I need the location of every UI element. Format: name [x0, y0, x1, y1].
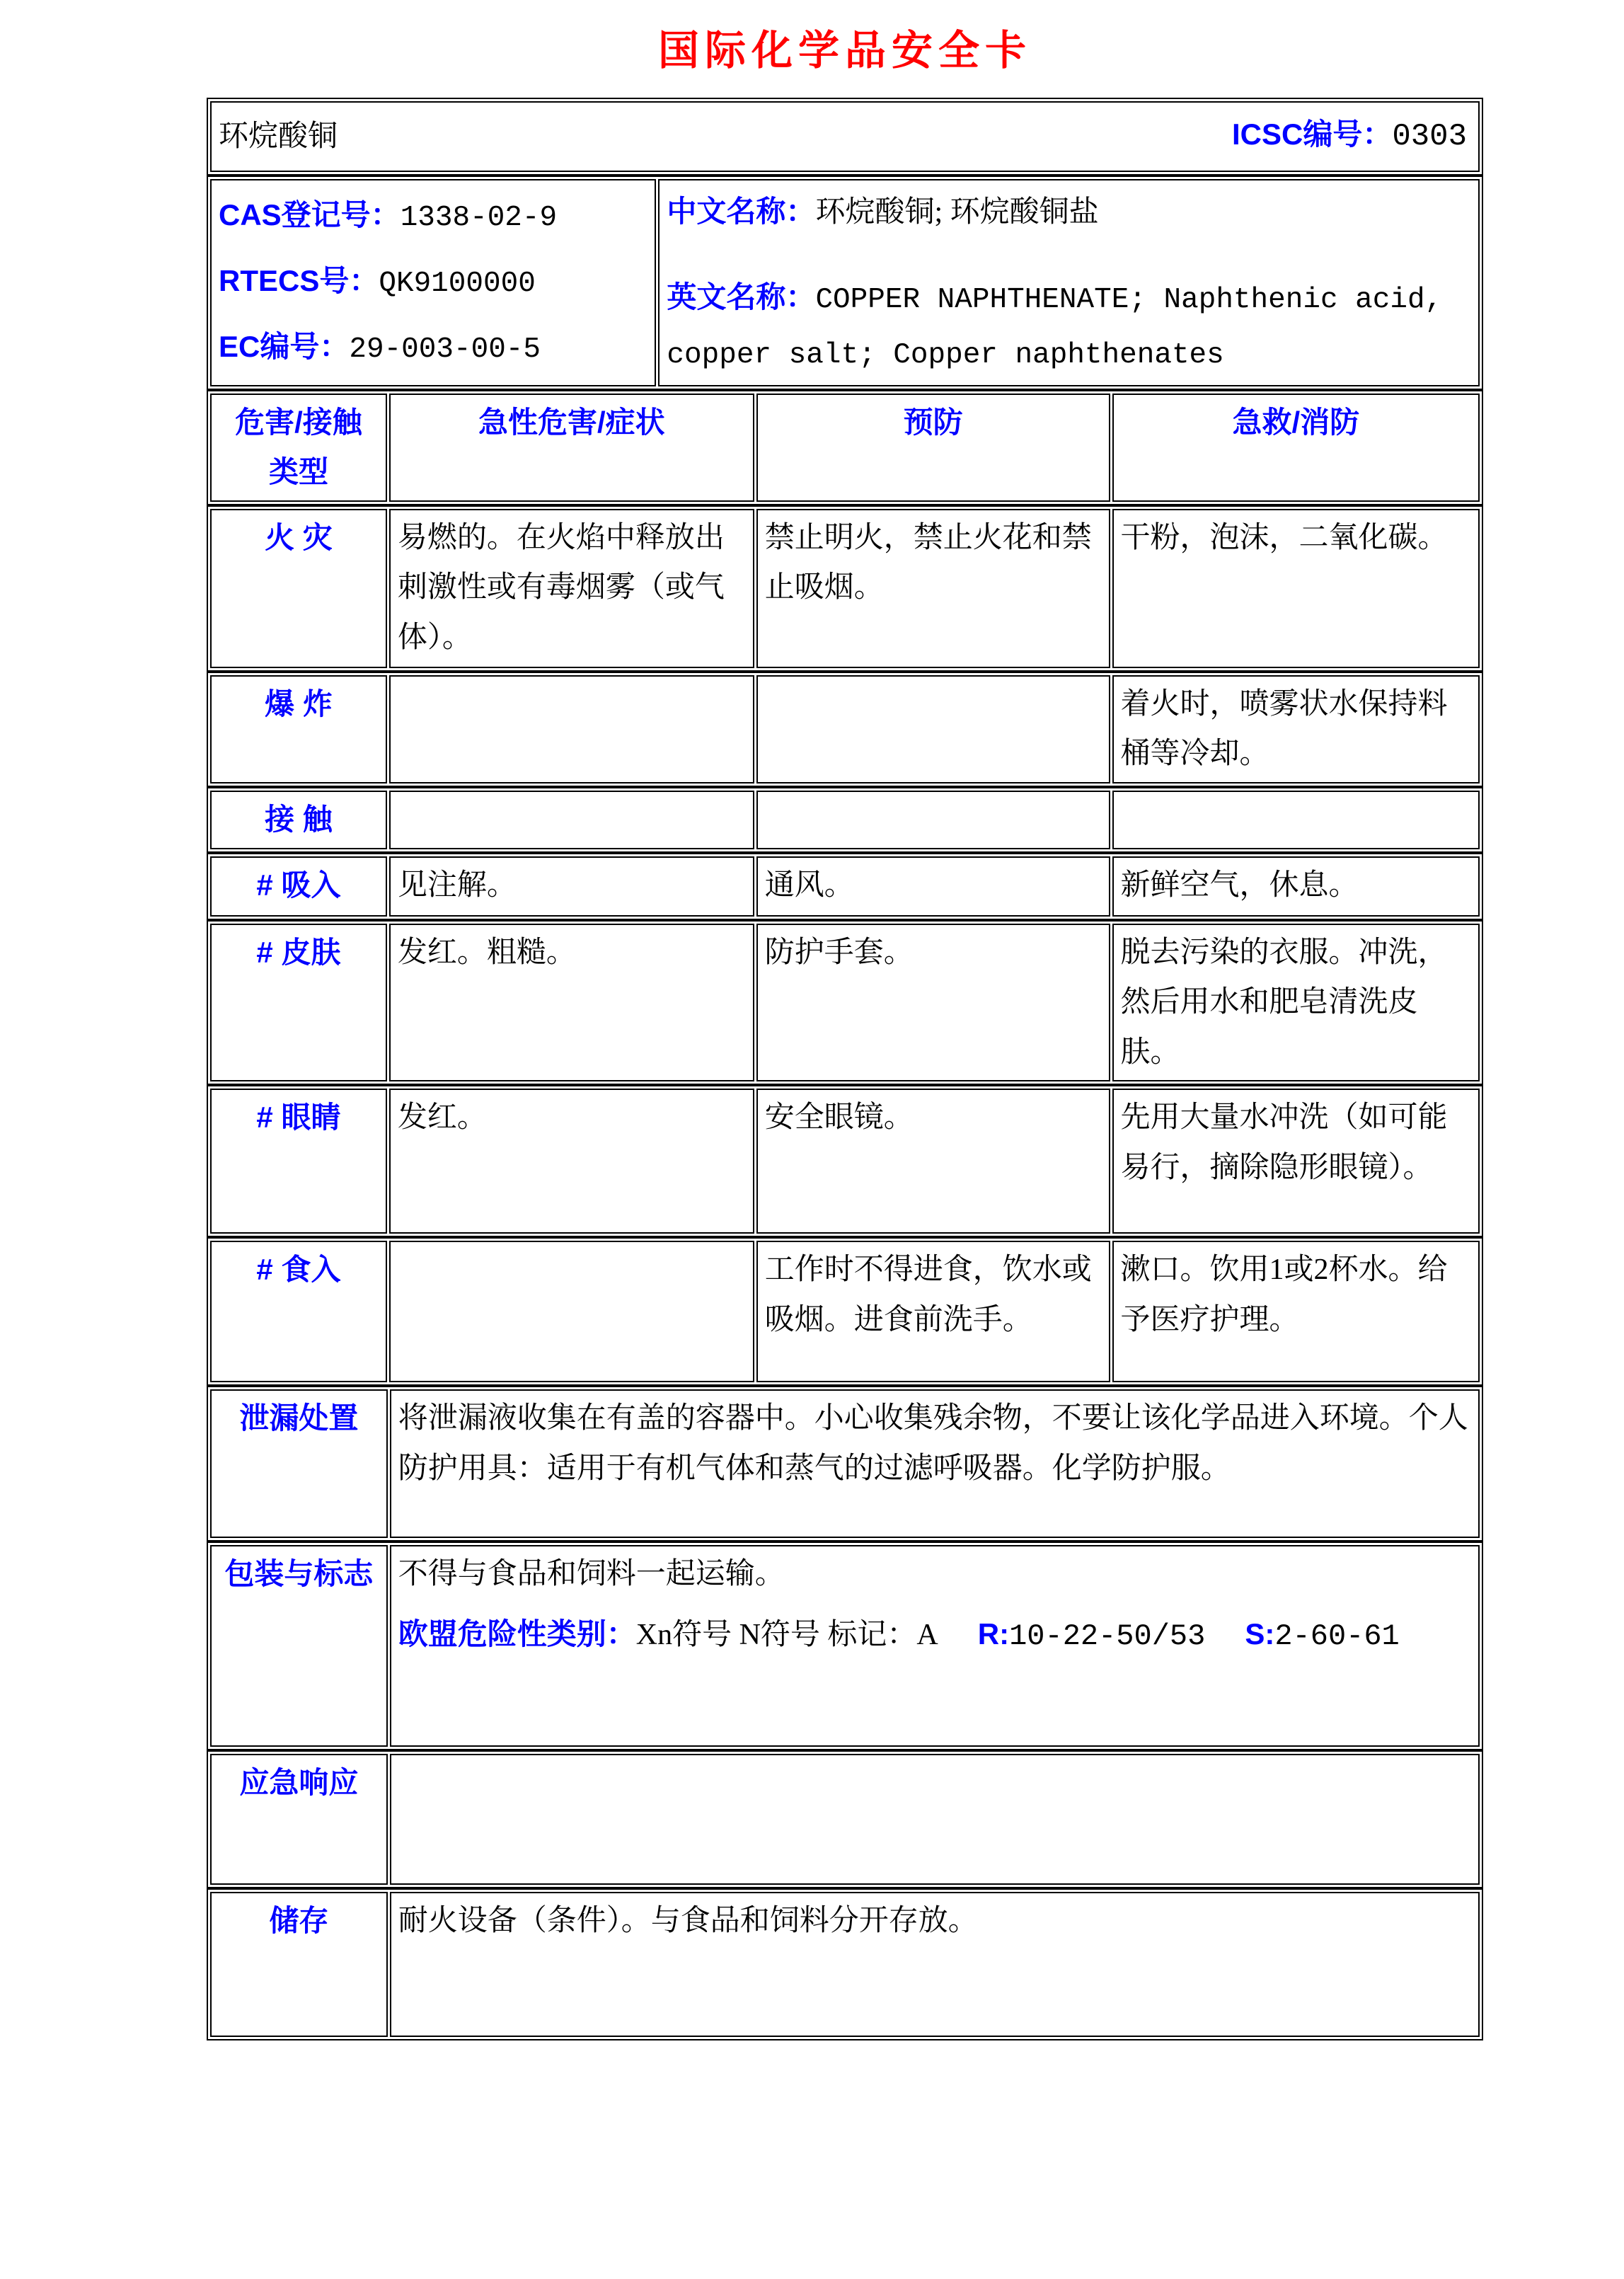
names-cell	[658, 179, 1480, 386]
eu-hazard-class-line	[398, 1609, 1471, 1662]
registry-ids-cell	[210, 179, 656, 386]
prevention-cell	[756, 791, 1110, 849]
cas-value: 1338-02-9	[400, 202, 558, 234]
firstaid-cell: 着火时，喷雾状水保持料桶等冷却。	[1112, 675, 1480, 783]
hazard-row-fire	[207, 505, 1483, 672]
substance-name: 环烷酸铜	[219, 120, 338, 153]
icsc-number-group	[1232, 110, 1471, 163]
ec-line	[219, 315, 647, 381]
row-label: # 皮肤	[210, 924, 387, 1082]
firstaid-header: 急救/消防	[1112, 394, 1480, 502]
english-name-line	[667, 270, 1471, 382]
ec-value: 29-003-00-5	[349, 333, 541, 367]
chinese-name-line	[667, 188, 1471, 236]
hazard-row-explosion	[207, 672, 1483, 787]
section-label: 应急响应	[210, 1754, 388, 1885]
row-label: # 食入	[210, 1241, 387, 1382]
section-content: 将泄漏液收集在有盖的容器中。小心收集残余物，不要让该化学品进入环境。个人防护用具：适用于有机气体和蒸气的过滤呼吸器。化学防护服。	[390, 1389, 1480, 1538]
symptoms-cell: 发红。粗糙。	[389, 924, 754, 1082]
icsc-number: 0303	[1392, 119, 1467, 155]
english-name-value: COPPER NAPHTHENATE; Naphthenic acid, copper salt; Copper naphthenates	[667, 284, 1443, 372]
firstaid-cell: 脱去污染的衣服。冲洗，然后用水和肥皂清洗皮肤。	[1112, 924, 1480, 1082]
english-name-label: 英文名称：	[667, 280, 816, 314]
firstaid-cell	[1112, 791, 1480, 849]
section-content	[390, 1545, 1480, 1747]
prevention-cell: 工作时不得进食，饮水或吸烟。进食前洗手。	[756, 1241, 1110, 1382]
s-phrase-value: 2-60-61	[1274, 1619, 1400, 1653]
firstaid-cell: 新鲜空气，休息。	[1112, 856, 1480, 917]
prevention-header: 预防	[756, 394, 1110, 502]
eu-class-value: Xn符号 N符号 标记：A	[635, 1618, 938, 1651]
section-storage	[207, 1888, 1483, 2040]
prevention-cell: 禁止明火，禁止火花和禁止吸烟。	[756, 509, 1110, 668]
symptoms-cell: 发红。	[389, 1089, 754, 1234]
icsc-label: ICSC编号：	[1232, 117, 1393, 151]
icsc-card	[207, 98, 1483, 2040]
packaging-transport-note: 不得与食品和饲料一起运输。	[398, 1558, 785, 1591]
cas-label: CAS登记号：	[219, 198, 401, 231]
hazard-row-eyes	[207, 1085, 1483, 1237]
hazard-header-band	[207, 390, 1483, 505]
prevention-cell: 通风。	[756, 856, 1110, 917]
row-label: 接 触	[210, 791, 387, 849]
hazard-row-contact	[207, 787, 1483, 853]
symptoms-header: 急性危害/症状	[389, 394, 754, 502]
hazard-row-ingestion	[207, 1237, 1483, 1386]
section-emergency-response	[207, 1750, 1483, 1888]
chinese-name-value: 环烷酸铜; 环烷酸铜盐	[815, 196, 1099, 229]
hazard-type-header-line2: 类型	[268, 455, 328, 489]
section-content	[390, 1754, 1480, 1885]
symptoms-cell: 见注解。	[389, 856, 754, 917]
s-phrase-label: S:	[1245, 1617, 1275, 1651]
section-content: 耐火设备（条件）。与食品和饲料分开存放。	[390, 1892, 1480, 2037]
eu-class-label: 欧盟危险性类别：	[398, 1617, 636, 1651]
rtecs-value: QK9100000	[379, 268, 536, 301]
r-phrase-label: R:	[977, 1617, 1010, 1651]
firstaid-cell: 干粉，泡沫，二氧化碳。	[1112, 509, 1480, 668]
row-label: 火 灾	[210, 509, 387, 668]
substance-header-cell	[210, 101, 1480, 172]
prevention-cell: 安全眼镜。	[756, 1089, 1110, 1234]
prevention-cell	[756, 675, 1110, 783]
section-packaging-labelling	[207, 1542, 1483, 1750]
hazard-row-inhalation	[207, 853, 1483, 920]
hazard-type-header-line1: 危害/接触	[235, 405, 362, 439]
hazard-type-header	[210, 394, 387, 502]
rtecs-line	[219, 249, 647, 315]
section-label: 泄漏处置	[210, 1389, 388, 1538]
row-label: 爆 炸	[210, 675, 387, 783]
symptoms-cell: 易燃的。在火焰中释放出刺激性或有毒烟雾（或气体）。	[389, 509, 754, 668]
substance-header-band	[207, 98, 1483, 176]
hazard-row-skin	[207, 920, 1483, 1086]
section-label: 包装与标志	[210, 1545, 388, 1747]
symptoms-cell	[389, 791, 754, 849]
section-spill-disposal	[207, 1386, 1483, 1542]
chinese-name-label: 中文名称：	[667, 195, 816, 228]
prevention-cell: 防护手套。	[756, 924, 1110, 1082]
section-label: 储存	[210, 1892, 388, 2037]
identifiers-band	[207, 176, 1483, 390]
ec-label: EC编号：	[219, 330, 350, 364]
firstaid-cell: 先用大量水冲洗（如可能易行，摘除隐形眼镜）。	[1112, 1089, 1480, 1234]
symptoms-cell	[389, 1241, 754, 1382]
row-label: # 眼睛	[210, 1089, 387, 1234]
firstaid-cell: 漱口。饮用1或2杯水。给予医疗护理。	[1112, 1241, 1480, 1382]
page-title: 国际化学品安全卡	[657, 28, 1032, 74]
r-phrase-value: 10-22-50/53	[1009, 1619, 1206, 1653]
symptoms-cell	[389, 675, 754, 783]
row-label: # 吸入	[210, 856, 387, 917]
cas-line	[219, 183, 647, 249]
rtecs-label: RTECS号：	[219, 264, 379, 298]
